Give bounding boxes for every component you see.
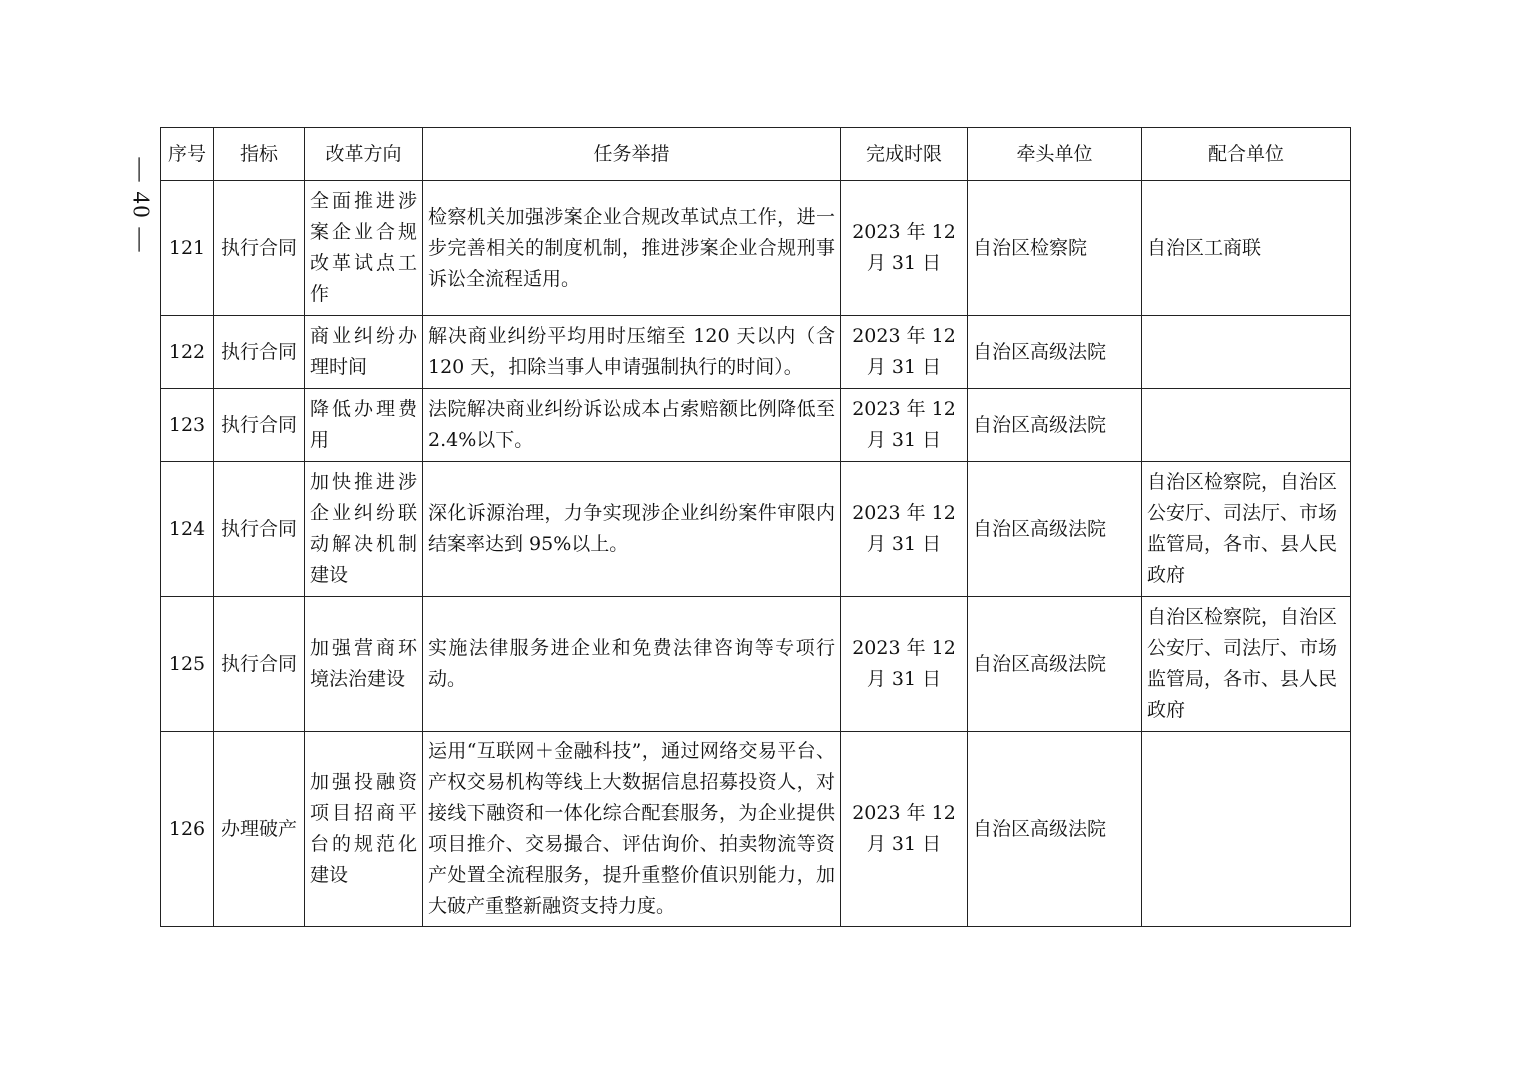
cell-direction: 加强营商环境法治建设 <box>305 597 423 732</box>
page-number <box>120 150 160 260</box>
table-row <box>161 462 1351 597</box>
cell-coop <box>1142 389 1351 462</box>
cell-coop: 自治区检察院，自治区公安厅、司法厅、市场监管局，各市、县人民政府 <box>1142 597 1351 732</box>
header-task: 任务举措 <box>423 128 841 181</box>
header-seq: 序号 <box>161 128 214 181</box>
cell-seq: 121 <box>161 181 214 316</box>
cell-task: 法院解决商业纠纷诉讼成本占索赔额比例降低至 2.4%以下。 <box>423 389 841 462</box>
cell-lead: 自治区高级法院 <box>968 462 1142 597</box>
table-header-row <box>161 128 1351 181</box>
cell-lead: 自治区检察院 <box>968 181 1142 316</box>
cell-task: 检察机关加强涉案企业合规改革试点工作，进一步完善相关的制度机制，推进涉案企业合规刑事诉讼全流程适用。 <box>423 181 841 316</box>
cell-deadline: 2023 年 12 月 31 日 <box>841 181 968 316</box>
cell-lead: 自治区高级法院 <box>968 316 1142 389</box>
cell-lead: 自治区高级法院 <box>968 389 1142 462</box>
cell-task: 运用“互联网＋金融科技”，通过网络交易平台、产权交易机构等线上大数据信息招募投资人，对接线下融资和一体化综合配套服务，为企业提供项目推介、交易撮合、评估询价、拍卖物流等资产处置全流程服务，提升重整价值识别能力，加大破产重整新融资支持力度。 <box>423 732 841 927</box>
cell-deadline: 2023 年 12 月 31 日 <box>841 732 968 927</box>
cell-lead: 自治区高级法院 <box>968 732 1142 927</box>
header-coop: 配合单位 <box>1142 128 1351 181</box>
cell-indicator: 执行合同 <box>214 597 305 732</box>
cell-indicator: 执行合同 <box>214 181 305 316</box>
table-row <box>161 181 1351 316</box>
header-lead: 牵头单位 <box>968 128 1142 181</box>
cell-indicator: 办理破产 <box>214 732 305 927</box>
cell-task: 深化诉源治理，力争实现涉企业纠纷案件审限内结案率达到 95%以上。 <box>423 462 841 597</box>
table-row <box>161 732 1351 927</box>
cell-seq: 122 <box>161 316 214 389</box>
table-row <box>161 389 1351 462</box>
cell-coop: 自治区工商联 <box>1142 181 1351 316</box>
cell-seq: 125 <box>161 597 214 732</box>
cell-indicator: 执行合同 <box>214 389 305 462</box>
cell-lead: 自治区高级法院 <box>968 597 1142 732</box>
cell-direction: 加强投融资项目招商平台的规范化建设 <box>305 732 423 927</box>
cell-indicator: 执行合同 <box>214 462 305 597</box>
cell-deadline: 2023 年 12 月 31 日 <box>841 462 968 597</box>
cell-direction: 商业纠纷办理时间 <box>305 316 423 389</box>
cell-seq: 124 <box>161 462 214 597</box>
header-indicator: 指标 <box>214 128 305 181</box>
table-row <box>161 597 1351 732</box>
header-direction: 改革方向 <box>305 128 423 181</box>
cell-direction: 全面推进涉案企业合规改革试点工作 <box>305 181 423 316</box>
cell-deadline: 2023 年 12 月 31 日 <box>841 389 968 462</box>
reform-task-table <box>160 127 1351 927</box>
cell-direction: 加快推进涉企业纠纷联动解决机制建设 <box>305 462 423 597</box>
cell-deadline: 2023 年 12 月 31 日 <box>841 597 968 732</box>
cell-direction: 降低办理费用 <box>305 389 423 462</box>
cell-seq: 126 <box>161 732 214 927</box>
cell-indicator: 执行合同 <box>214 316 305 389</box>
cell-deadline: 2023 年 12 月 31 日 <box>841 316 968 389</box>
table-row <box>161 316 1351 389</box>
header-deadline: 完成时限 <box>841 128 968 181</box>
cell-seq: 123 <box>161 389 214 462</box>
cell-task: 解决商业纠纷平均用时压缩至 120 天以内（含 120 天，扣除当事人申请强制执行的时间）。 <box>423 316 841 389</box>
cell-coop <box>1142 316 1351 389</box>
page-number-label: — 40 — <box>127 157 154 253</box>
cell-coop: 自治区检察院，自治区公安厅、司法厅、市场监管局，各市、县人民政府 <box>1142 462 1351 597</box>
cell-task: 实施法律服务进企业和免费法律咨询等专项行动。 <box>423 597 841 732</box>
cell-coop <box>1142 732 1351 927</box>
